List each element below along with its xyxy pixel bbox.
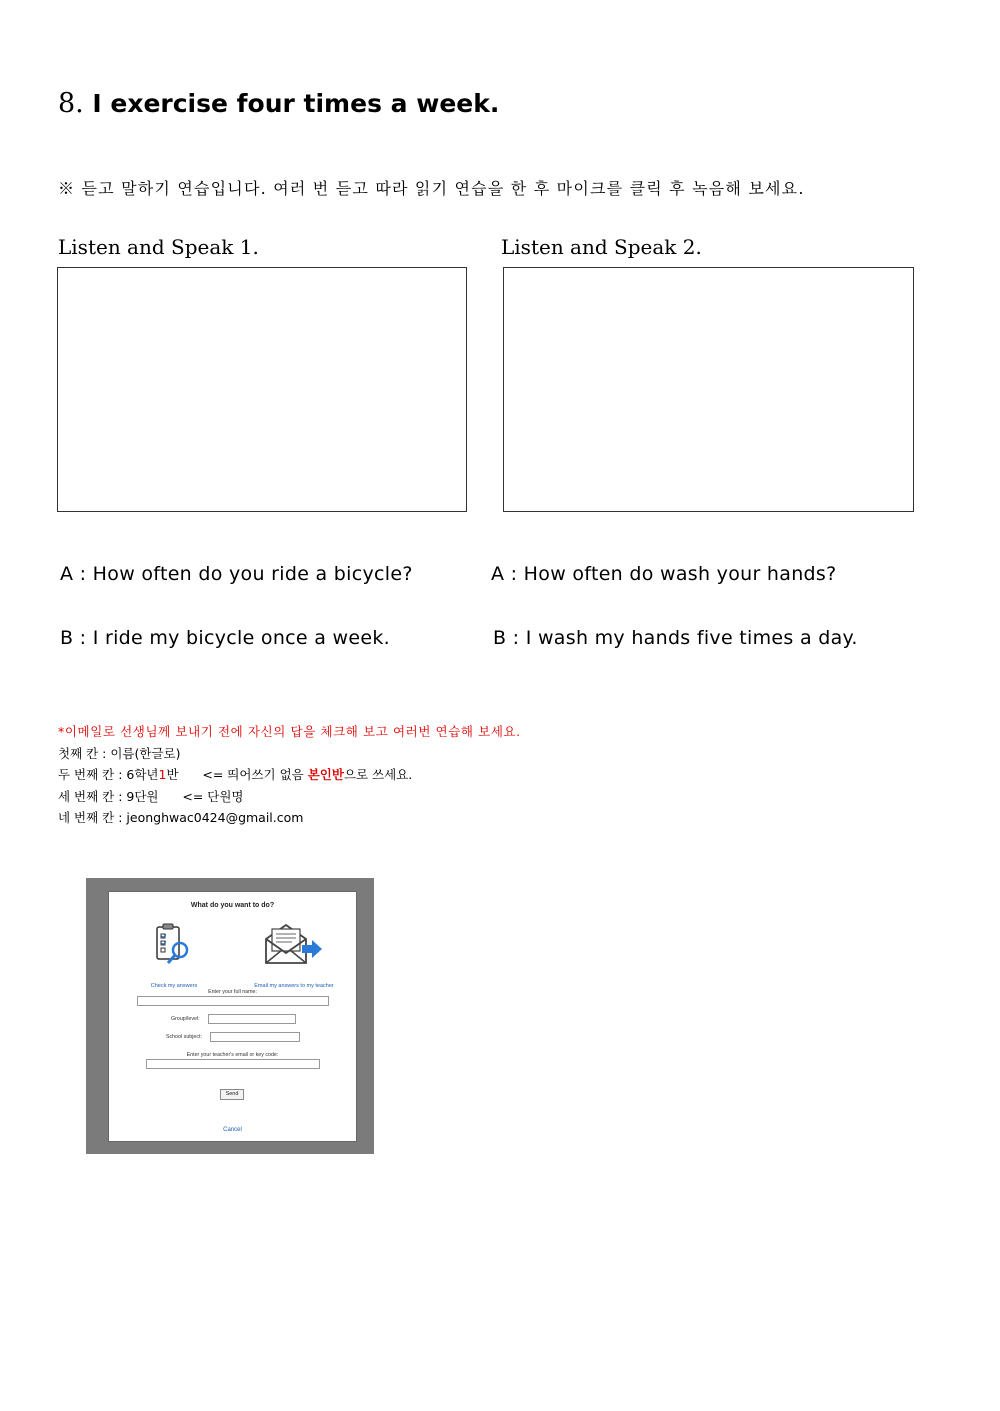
instruction-line-2 <box>58 764 521 786</box>
line2-mid: 반 <= 띄어쓰기 없음 <box>166 767 308 782</box>
listen-speak-2-box[interactable] <box>503 267 914 512</box>
send-button[interactable]: Send <box>220 1089 244 1100</box>
listen-speak-1-label: Listen and Speak 1. <box>58 235 259 259</box>
question-sentence: I exercise four times a week. <box>92 89 500 118</box>
dialogue-2-a: A : How often do wash your hands? <box>491 563 837 585</box>
subject-label: School subject: <box>166 1034 202 1040</box>
email-answers-option[interactable]: Email my answers to my teacher <box>254 983 334 989</box>
full-name-input[interactable] <box>137 996 329 1006</box>
dialog-question: What do you want to do? <box>190 902 275 909</box>
instruction-line-3: 세 번째 칸 : 9단원 <= 단원명 <box>58 788 244 804</box>
warning-text: *이메일로 선생님께 보내기 전에 자신의 답을 체크해 보고 여러번 연습해 보세요. <box>58 724 521 739</box>
question-title <box>58 88 499 119</box>
dialogue-1-b: B : I ride my bicycle once a week. <box>60 627 390 649</box>
listen-speak-2-label: Listen and Speak 2. <box>501 235 702 259</box>
instruction-line-4: 네 번째 칸 : jeonghwac0424@gmail.com <box>58 810 304 825</box>
finish-dialog-panel <box>108 891 357 1142</box>
cancel-link[interactable]: Cancel <box>223 1127 242 1133</box>
teacher-email-label: Enter your teacher's email or key code: <box>186 1052 279 1058</box>
teacher-email-input[interactable] <box>146 1059 320 1069</box>
line2-suffix: 으로 쓰세요. <box>343 767 413 782</box>
group-input[interactable] <box>208 1014 296 1024</box>
practice-note: ※ 듣고 말하기 연습입니다. 여러 번 듣고 따라 읽기 연습을 한 후 마이크를 클릭 후 녹음해 보세요. <box>58 179 805 198</box>
full-name-label: Enter your full name: <box>208 989 257 995</box>
line2-prefix: 두 번째 칸 : 6학년 <box>58 767 159 782</box>
finish-dialog-screenshot <box>86 878 374 1154</box>
line2-emphasis: 본인반 <box>307 767 344 782</box>
clipboard-check-icon <box>153 922 193 967</box>
dialogue-1-a: A : How often do you ride a bicycle? <box>60 563 413 585</box>
instruction-line-1: 첫째 칸 : 이름(한글로) <box>58 745 181 761</box>
group-label: Group/level: <box>171 1016 200 1022</box>
subject-input[interactable] <box>210 1032 300 1042</box>
email-instructions <box>58 721 521 829</box>
line2-class-number: 1 <box>158 767 167 782</box>
listen-speak-1-box[interactable] <box>57 267 467 512</box>
email-send-icon <box>262 919 324 967</box>
check-answers-option[interactable]: Check my answers <box>150 983 198 989</box>
question-number: 8. <box>58 88 84 119</box>
dialogue-2-b: B : I wash my hands five times a day. <box>493 627 858 649</box>
